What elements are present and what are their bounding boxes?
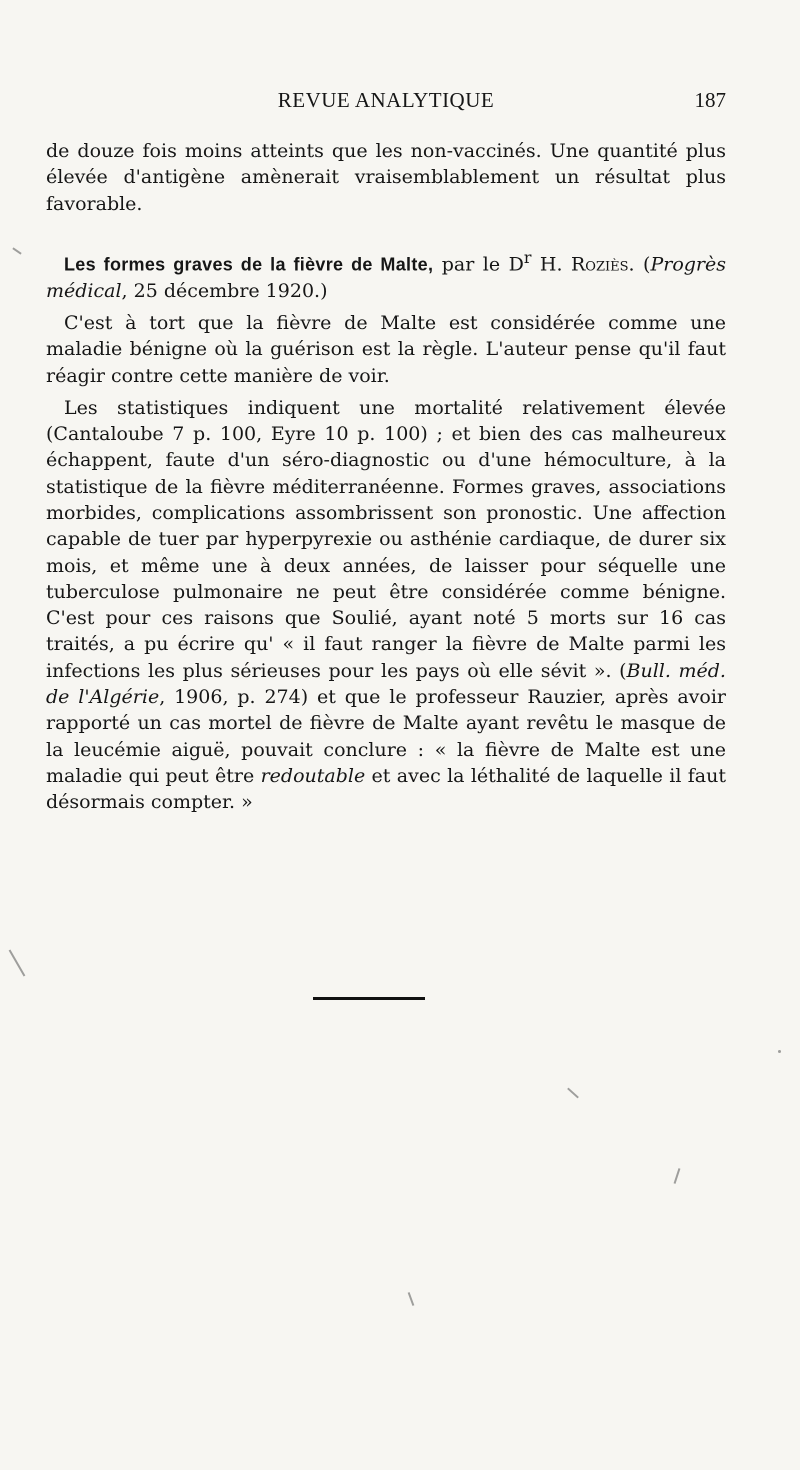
continuation-paragraph: de douze fois moins atteints que les non-vaccinés. Une quantité plus élevée d'antigène amènerait vraisemblablement un résultat plus favorable. <box>46 140 726 215</box>
bulletin-reference: Bull. méd. de l'Algérie <box>46 659 726 709</box>
section-end-rule <box>313 997 425 1000</box>
scan-speck <box>9 950 26 977</box>
scan-speck <box>674 1168 681 1184</box>
article-text-block <box>46 245 726 816</box>
emphasis-redoutable: redoutable <box>260 764 366 787</box>
scan-speck <box>567 1088 579 1099</box>
body-paragraph-2 <box>46 395 726 816</box>
citation-open: . ( <box>628 253 651 276</box>
author-surname: Roziès <box>570 253 629 276</box>
page-number: 187 <box>694 88 726 112</box>
article-heading <box>46 245 726 304</box>
body-paragraph-1: C'est à tort que la fièvre de Malte est considérée comme une maladie bénigne où la guérison est la règle. L'auteur pense qu'il faut réagir contre cette manière de voir. <box>46 311 726 387</box>
paragraph-2-start: Les statistiques indiquent une mortalité relativement élevée (Cantaloube 7 p. 100, Eyre 10 p. 100) ; et bien des cas malheureux échappent, faute d'un séro-diagnostic ou d'une hémoculture, à la statistique de la fièvre méditerranéenne. Formes graves, associations morbides, complications assombrissent son pronostic. Une affection capable de tuer par hyperpyrexie ou asthénie cardiaque, de durer six mois, et même une à deux années, de laisser pour séquelle une tuberculose pulmonaire ne peut être considérée comme bénigne. C'est pour ces raisons que Soulié, ayant noté 5 morts sur 16 cas traités, a pu écrire qu' « il faut ranger la fièvre de Malte parmi les infections les plus sérieuses pour les pays où elle sévit ». ( <box>46 396 726 682</box>
continuation-text-block <box>46 138 726 217</box>
journal-name: Progrès médical <box>46 253 726 302</box>
scan-speck <box>778 1050 781 1053</box>
article-title: Les formes graves de la fièvre de Malte, <box>64 254 434 275</box>
article-byline-superscript: r <box>523 248 532 267</box>
paragraph-2-middle: , 1906, p. 274) et que le professeur Rauzier, après avoir rapporté un cas mortel de fièvre de Malte ayant revêtu le masque de la leucémie aiguë, pouvait conclure : « la fièvre de Malte est une maladie qui peut être <box>46 686 726 787</box>
running-title: REVUE ANALYTIQUE <box>277 88 495 112</box>
author-initial: H. <box>531 253 571 276</box>
scan-speck <box>12 247 21 254</box>
article-byline: par le D <box>433 253 524 276</box>
paragraph-2-end: et avec la léthalité de laquelle il faut désormais compter. » <box>46 764 726 814</box>
scan-speck <box>408 1292 415 1306</box>
citation-details: , 25 décembre 1920.) <box>121 279 328 302</box>
running-head <box>46 86 726 114</box>
